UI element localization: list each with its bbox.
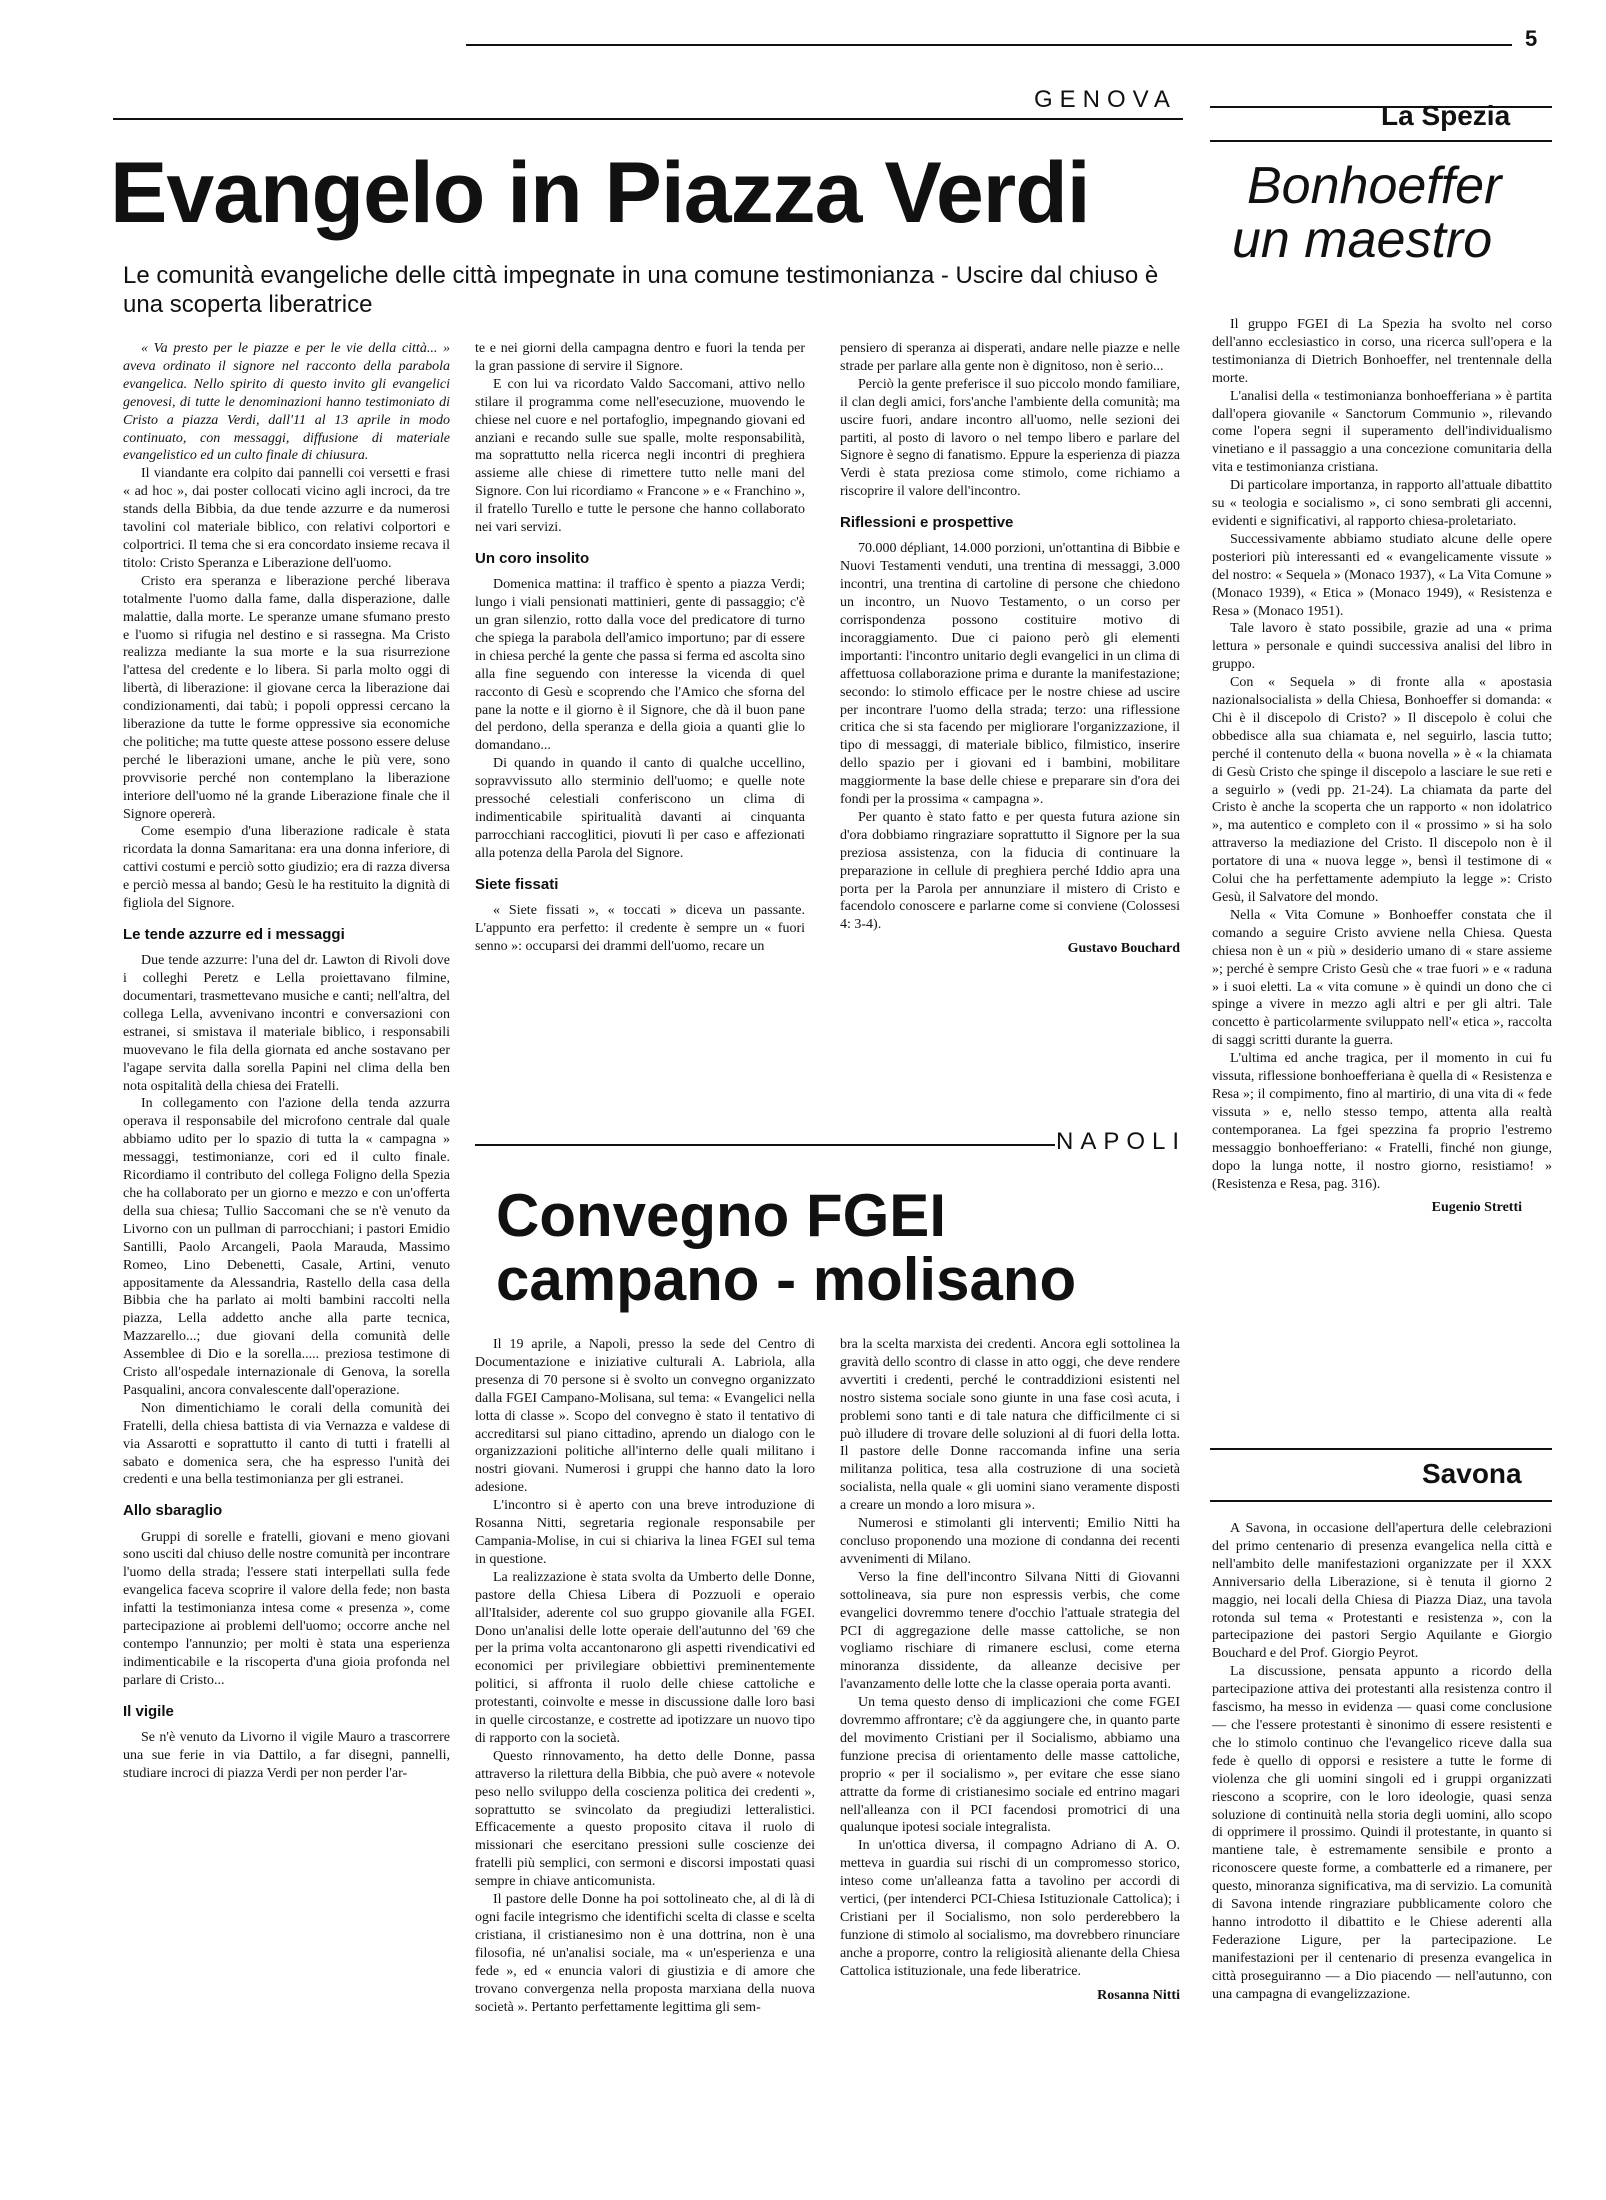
genova-paragraph: Se n'è venuto da Livorno il vigile Mauro a trascorrere una sue ferie in via Dattilo, a far disegni, pannelli, studiare incroci di piazza Verdi per non perder l'ar-: [123, 1729, 450, 1781]
genova-paragraph: In collegamento con l'azione della tenda azzurra operava il responsabile del microfono centrale dal quale abbiamo udito per lo spazio di tutta la « campagna » messaggi, testimonianze, cori ed il culto finale. Ricordiamo il contributo del collega Foligno della Spezia che ha collaborato per un giorno e mezzo e con un'offerta della sua chiesa; Tullio Saccomani che se n'è venuto da Livorno con un pullman di parrocchiani; i pastori Emidio Santilli, Paolo Arcangeli, Paola Marauda, Massimo Romeo, Lino Debenetti, Casale, Artini, venuto appositamente da Alessandria, Rastello della casa della Bibbia che ha parlato ai molti bambini raccolti nella piazza, Lella addetto anche alla parte tecnica, Mazzarello...; due giovani della comunità delle Assemblee di Dio e la sorella..... preziosa testimone di Cristo all'ospedale internazionale di Genova, la sorella Pasqualini, ancora convalescente dall'operazione.: [123, 1096, 450, 1398]
laspezia-paragraph: Con « Sequela » di fronte alla « apostasia nazionalsocialista » della Chiesa, Bonhoeffer si domanda: « Chi è il discepolo di Cristo? » Il discepolo è colui che obbedisce alla sua chiamata e, nel seguirlo, lascia tutto; perché il contenuto della « buona novella » è « la chiamata di Gesù Cristo che spinge il discepolo a lasciare le sue reti e a seguirlo » (vedi pp. 21-24). La chiamata da parte del Cristo è anche la scoperta che un rapporto « non idolatrico », ma autentico e completo con il « prossimo » si ha solo attraverso la mediazione del Cristo. Il discepolo non è il portatore di una « nuova legge », bensì il testimone di « Colui che ha perfettamente adempiuto la legge »: Cristo Gesù, il Salvatore del mondo.: [1212, 675, 1552, 905]
napoli-section-label: NAPOLI: [1056, 1128, 1187, 1155]
genova-paragraph: Come esempio d'una liberazione radicale è stata ricordata la donna Samaritana: era una donna inferiore, di cattivi costumi e perciò sotto giudizio; era di razza diversa e perciò messa al bando; Gesù le ha restituito la dignità di figliola del Signore.: [123, 824, 450, 912]
napoli-paragraph: Il 19 aprile, a Napoli, presso la sede del Centro di Documentazione e iniziative culturali A. Labriola, alla presenza di 70 persone si è svolto un convegno organizzato dalla FGEI Campano-Molisana, sul tema: « Evangelici nella lotta di classe ». Scopo del convegno è stato il tentativo di accreditarsi sul piano cittadino, aprendo un dialogo con le organizzazioni politiche all'interno delle quali militano i nostri giovani. Numerosi i gruppi che hanno dato la loro adesione.: [475, 1337, 815, 1496]
genova-paragraph: Il viandante era colpito dai pannelli coi versetti e frasi « ad hoc », dai poster collocati vicino agli incroci, da tre stands della Bibbia, da due tende azzurre e da numerosi tavolini col materiale biblico, con relativi colportori e colportrici. Il tema che si era concordato insieme recava il titolo: Cristo Speranza e Liberazione dell'uomo.: [123, 466, 450, 571]
genova-paragraph: Non dimentichiamo le corali della comunità dei Fratelli, della chiesa battista di via Vernazza e valdese di via Assarotti e soprattutto il canto di tutti i fratelli al sabato e domenica sera, che ha espresso l'unità dei credenti e una bella testimonianza per gli estranei.: [123, 1400, 450, 1488]
napoli-paragraph: bra la scelta marxista dei credenti. Ancora egli sottolinea la gravità dello scontro di classe in atto oggi, che deve rendere avvertiti i credenti, perché le contraddizioni esistenti nel nostro sistema sociale sono giunte in una fase così acuta, i problemi sono tanti e di tale natura che difficilmente ci si può illudere di trovare delle soluzioni al di fuori della lotta. Il pastore delle Donne raccomanda infine una seria militanza politica, tesa alla costruzione di una società socialista, nella quale « gli uomini siano veramente disposti a creare un mondo a loro misura ».: [840, 1337, 1180, 1514]
napoli-headline-line-2: campano - molisano: [496, 1246, 1077, 1313]
genova-subhead-sbaraglio: Allo sbaraglio: [123, 1502, 223, 1520]
genova-section-rule: [113, 118, 1183, 120]
napoli-paragraph: In un'ottica diversa, il compagno Adriano di A. O. metteva in guardia sui rischi di un compromesso storico, inteso come un'alleanza fatta a tavolino per accordi di vertici, (per intenderci PCI-Chiesa Istituzionale Cattolica); i Cristiani per il Socialismo, non solo perderebbero la funzione di stimolo al socialismo, ma dovrebbero rinunciare anche a proporre, contro la religiosità alienante della Chiesa Cattolica istituzionale, una fede liberatrice.: [840, 1838, 1180, 1979]
napoli-paragraph: L'incontro si è aperto con una breve introduzione di Rosanna Nitti, segretaria regionale responsabile per Campania-Molise, in cui si chiariva la linea FGEI sul tema in questione.: [475, 1498, 815, 1567]
napoli-paragraph: Numerosi e stimolanti gli interventi; Emilio Nitti ha concluso proponendo una mozione di condanna dei recenti avvenimenti di Milano.: [840, 1516, 1180, 1567]
napoli-paragraph: Verso la fine dell'incontro Silvana Nitti di Giovanni sottolineava, sia pure non espressis verbis, che come evangelici dovremmo tenere d'occhio l'attuale strategia del PCI di aggregazione delle masse cattoliche, se non vogliamo rischiare di rimanere esclusi, come eterna minoranza dissidente, da alleanze decisive per l'avanzamento delle lotte che la classe operaia porta avanti.: [840, 1569, 1180, 1693]
laspezia-signature: Eugenio Stretti: [1431, 1200, 1522, 1216]
genova-paragraph: Perciò la gente preferisce il suo piccolo mondo familiare, il clan degli amici, fors'anche l'ambiente della comunità; ma uscire fuori, andare incontro all'uomo, nelle sezioni dei partiti, al posto di lavoro o nel tempo libero e parlare del Signore è segno di fanatismo. Eppure la esperienza di piazza Verdi è stata preziosa come stimolo, come richiamo a riscoprire il valore dell'incontro.: [840, 376, 1180, 500]
napoli-paragraph: Il pastore delle Donne ha poi sottolineato che, al di là di ogni facile integrismo che identifichi scelta di classe e scelta cristiana, il cristianesimo non è una dottrina, non è una filosofia, né un'analisi sociale, ma « un'esperienza e una fede », ed « enuncia valori di giustizia e di amore che trovano convergenza nella proposta marxiana della nuova società ». Pertanto perfettamente legittima gli sem-: [475, 1892, 815, 2015]
genova-paragraph: Gruppi di sorelle e fratelli, giovani e meno giovani sono usciti dal chiuso delle nostre comunità per incontrare l'uomo della strada; l'essere stati interpellati sulla fede evangelica faceva scoprire il valore della fede; non basta infatti la testimonianza intesa come « presenza », come partecipazione ai problemi dell'uomo; occorre anche nel contempo l'annunzio; per molti è stata una esperienza indimenticabile e la riscoperta d'una gioia profonda nel parlare di Cristo...: [123, 1529, 450, 1688]
savona-column: [1212, 1520, 1552, 2003]
laspezia-paragraph: L'analisi della « testimonianza bonhoefferiana » è partita dall'opera giovanile « Sanctorum Communio », rilevando come l'opera segni il superamento dell'individualismo vinetiano e il passaggio a una concezione comunitaria della vita e testimonianza cristiana.: [1212, 388, 1552, 476]
laspezia-section-label: La Spezia: [1381, 100, 1511, 131]
genova-column-1: [123, 340, 450, 1783]
genova-paragraph: « Siete fissati », « toccati » diceva un passante. L'appunto era perfetto: il credente è sempre un « fuori senno »: occuparsi dei drammi dell'uomo, recare un: [475, 902, 805, 954]
laspezia-paragraph: Successivamente abbiamo studiato alcune delle opere posteriori più interessanti ed « evangelicamente vissute » del nostro: « Sequela » (Monaco 1937), « La Vita Comune » (Monaco 1939), « Etica » (Monaco 1949), « Resistenza e Resa » (Monaco 1951).: [1212, 531, 1552, 619]
genova-subhead-vigile: Il vigile: [123, 1702, 174, 1720]
napoli-signature: Rosanna Nitti: [1097, 1987, 1180, 2003]
genova-subhead-tende: Le tende azzurre ed i messaggi: [123, 926, 345, 943]
napoli-column-2: [840, 1336, 1180, 2005]
savona-paragraph: A Savona, in occasione dell'apertura delle celebrazioni del primo centenario di presenza evangelica nella città e nell'ambito delle manifestazioni organizzate per il XXX Anniversario della Liberazione, si è tenuta il giorno 2 maggio, nei locali della Chiesa di Piazza Diaz, una tavola rotonda sul tema « Protestanti e resistenza », con la partecipazione dei pastori Sergio Aquilante e Giorgio Bouchard e del Prof. Giorgio Peyrot.: [1212, 1521, 1552, 1662]
genova-paragraph: Di quando in quando il canto di qualche uccellino, sopravvissuto allo sterminio dell'uomo; e quelle note pressoché celestiali conferiscono un clima di indimenticabile spiritualità davanti ai cinquanta parrocchiani raccoglitici, piovuti lì per caso e affezionati alla potenza della Parola del Signore.: [475, 756, 805, 861]
genova-signature: Gustavo Bouchard: [1067, 941, 1180, 957]
genova-section-label: GENOVA: [1034, 86, 1177, 113]
savona-bottom-rule: [1210, 1500, 1552, 1502]
napoli-paragraph: Questo rinnovamento, ha detto delle Donne, passa attraverso la rilettura della Bibbia, che può avere « notevole peso nello sviluppo della coscienza politica dei credenti », soprattutto se svincolato da pregiudizi letteralistici. Efficacemente a questo proposito citava il ruolo di missionari che esercitano pressioni sulle coscienze dei fratelli più semplici, con sermoni e discorsi impostati quasi sempre in chiave anticomunista.: [475, 1748, 815, 1890]
genova-headline: Evangelo in Piazza Verdi: [110, 145, 1090, 241]
laspezia-headline-line-2: un maestro: [1232, 211, 1493, 269]
genova-paragraph: Cristo era speranza e liberazione perché liberava totalmente l'uomo dalla fame, dalla disperazione, dalle malattie, dalla morte. Le speranze umane sfumano presto e l'uomo si rifugia nel destino e si rassegna. Ma Cristo realizza mediante la sua morte e la sua risurrezione l'attesa del credente e lo libera. Si parla molto oggi di libertà, di liberazione: il giovane cerca la liberazione dai condizionamenti, dai tabù; i popoli oppressi cercano la liberazione da tutte le forme oppressive sia economiche che politiche; ma tutte queste attese possono essere deluse perché le liberazioni umane, anche le più vere, sono provvisorie perché non contemplano la liberazione interiore dell'uomo né la grande Liberazione finale che il Signore opererà.: [123, 573, 450, 822]
genova-intro-paragraph: « Va presto per le piazze e per le vie della città... » aveva ordinato il signore nel racconto della parabola evangelica. Nello spirito di questo invito gli evangelici genovesi, di tutte le denominazioni hanno testimoniato di Cristo a piazza Verdi, dall'11 al 13 aprile in modo continuato, con messaggi, diffusione di materiale evangelistico ed un culto finale di chiusura.: [123, 341, 450, 464]
genova-subhead-fissati: Siete fissati: [475, 875, 559, 893]
genova-deck: Le comunità evangeliche delle città impegnate in una comune testimonianza - Uscire dal chiuso è una scoperta liberatrice: [123, 262, 1159, 318]
laspezia-headline-line-1: Bonhoeffer: [1247, 157, 1502, 215]
napoli-section-rule: [475, 1144, 1055, 1146]
genova-paragraph: 70.000 dépliant, 14.000 porzioni, un'ottantina di Bibbie e Nuovi Testamenti venduti, una trentina di messaggi, 3.000 incontri, una trentina di cartoline di persone che chiedono un incontro, un Nuovo Testamento, o un corso per corrispondenza possono costituire motivo di incoraggiamento. Due ci paiono però gli elementi importanti: l'incontro unitario degli evangelici in un clima di affettuosa collaborazione prima e durante la manifestazione; secondo: lo stimolo efficace per le nostre chiese ad uscire per incontrare l'uomo della strada; terzo: una riflessione critica che si sta facendo per migliorare l'organizzazione, il tipo di messaggi, di materiale biblico, filmistico, inserire dello spazio per i giovani ed i bambini, mobilitare maggiormente la base delle chiese e preparare sin d'ora dei fondi per la prossima « campagna ».: [840, 541, 1180, 808]
laspezia-column: [1212, 316, 1552, 1217]
laspezia-paragraph: Di particolare importanza, in rapporto all'attuale dibattito su « teologia e socialismo », ci sono sembrati gli accenni, evidenti e significativi, al rapporto chiesa-proletariato.: [1212, 478, 1552, 529]
laspezia-paragraph: Nella « Vita Comune » Bonhoeffer constata che il comando a seguire Cristo avviene nella Chiesa. Questa chiesa non è un « più » desiderio umano di « stare assieme »; perché è sempre Cristo Gesù che « trae fuori » e « raduna » i suoi eletti. La « vita comune » è quindi un dono che ci spinge a vivere in mezzo agli altri e per gli altri. Tale concetto è particolarmente sviluppato nell'« etica », raccolta di saggi scritti durante la guerra.: [1212, 907, 1552, 1049]
genova-paragraph: pensiero di speranza ai disperati, andare nelle piazze e nelle strade per parlare alla gente non è dignitoso, non è serio...: [840, 341, 1180, 374]
genova-paragraph: E con lui va ricordato Valdo Saccomani, attivo nello stilare il programma come nell'esecuzione, muovendo le chiese nel cuore e nel portafoglio, impegnando giovani ed anziani e recando sulle sue spalle, molte responsabilità, ma soprattutto nella ricerca negli incontri di preghiera assieme alle chiese di rimettere tutto nelle mani del Signore. Con lui ricordiamo « Francone » e « Franchino », il fratello Turello e tutte le persone che hanno collaborato nei vari servizi.: [475, 376, 805, 536]
genova-subhead-coro: Un coro insolito: [475, 549, 590, 567]
genova-subhead-riflessioni: Riflessioni e prospettive: [840, 514, 1014, 532]
savona-paragraph: La discussione, pensata appunto a ricordo della partecipazione attiva dei protestanti alla resistenza contro il fascismo, ha messo in evidenza — quasi come conclusione — che l'essere protestanti è sinonimo di essere resistenti e che lo stimolo continuo che l'evangelico riceve dalla sua fede è quello di opporsi e resistere a tutte le forme di violenza che gli uomini singoli ed i gruppi organizzati riescono a scoprire, con le loro ideologie, quasi senza soluzione di continuità nella storia degli uomini, allo scopo di opprimere il prossimo. Quindi il protestante, in quanto si mantiene tale, è estremamente sensibile e pronto a riconoscere queste forme, a combatterle ed a rimanere, per questo, minoranza significativa, ma di servizio. La comunità di Savona intende ringraziare pubblicamente coloro che hanno introdotto il dibattito e le Chiese aderenti alla Federazione Ligure, per la partecipazione. Le manifestazioni per il centenario di presenza evangelica in città proseguiranno — a Dio piacendo — nell'autunno, con una campagna di evangelizzazione.: [1212, 1664, 1552, 2002]
genova-column-2: [475, 340, 805, 956]
laspezia-paragraph: Il gruppo FGEI di La Spezia ha svolto nel corso dell'anno ecclesiastico in corso, una ricerca sull'opera e la testimonianza di Dietrich Bonhoeffer, nel trentennale della morte.: [1212, 317, 1552, 386]
laspezia-bottom-rule: [1210, 140, 1552, 142]
genova-column-3: [840, 340, 1180, 958]
napoli-column-1: [475, 1336, 815, 2016]
genova-paragraph: te e nei giorni della campagna dentro e fuori la tenda per la gran passione di servire il Signore.: [475, 341, 805, 374]
napoli-paragraph: La realizzazione è stata svolta da Umberto delle Donne, pastore della Chiesa Libera di Pozzuoli e operaio all'Italsider, aderente col suo gruppo giovanile alla FGEI. Dono un'analisi delle lotte operaie dell'autunno del '69 che per la prima volta accantonarono gli aspetti rivendicativi ed economici per privilegiare obbiettivi preminentemente politici, si affronta il ruolo delle chiese cattoliche e protestanti, coinvolte e messe in discussione dalle loro basi in quelle circostanze, e costrette ad ipotizzare un nuovo tipo di rapporto con la società.: [475, 1569, 815, 1746]
genova-paragraph: Due tende azzurre: l'una del dr. Lawton di Rivoli dove i colleghi Peretz e Lella proiettavano filmine, documentari, trasmettevano musiche e canti; nell'altra, del collega Lella, avvenivano incontri e conversazioni con estranei, si smistava il materiale biblico, i responsabili muovevano le fila della giornata ed anche sostavano per l'agape servita dalla sorella Papini nel clima della ben nota ospitalità della chiesa dei Fratelli.: [123, 953, 450, 1094]
genova-paragraph: Domenica mattina: il traffico è spento a piazza Verdi; lungo i viali pensionati mattinieri, gente di passaggio; c'è un gran silenzio, rotto dalla voce del predicatore di turno che spiega la parabola dell'amico importuno; par di essere in chiesa perché la gente che passa si ferma ed ascolta sino alla fine seguendo con interesse la vicenda di quel racconto di Gesù e scoprendo che l'Amico che sforna del pane la notte e il giorno è il Signore, che dà il buon pane del perdono, della speranza e della gioia a quanti glie lo domandano...: [475, 577, 805, 754]
napoli-headline-line-1: Convegno FGEI: [496, 1182, 946, 1249]
savona-top-rule: [1210, 1448, 1552, 1450]
napoli-paragraph: Un tema questo denso di implicazioni che come FGEI dovremmo affrontare; c'è da aggiungere che, in quanto parte del movimento Cristiani per il Socialismo, abbiamo una funzione precisa di orientamento delle masse cattoliche, proprio « per il socialismo », per evitare che esse siano attratte da forme di cristianesimo sociale ed entrino magari nell'alleanza con il PCI facendosi promotrici di una qualunque ipotesi sociale integralista.: [840, 1695, 1180, 1836]
genova-paragraph: Per quanto è stato fatto e per questa futura azione sin d'ora dobbiamo ringraziare soprattutto il Signore per la sua preziosa assistenza, con la fiducia di continuare la preparazione in cellule di preghiera perché Iddio apra una porta per la Parola per annunziare il mistero di Cristo e facendolo conoscere e parlarne come si conviene (Colossesi 4: 3-4).: [840, 809, 1180, 933]
laspezia-paragraph: Tale lavoro è stato possibile, grazie ad una « prima lettura » personale e quindi successiva analisi del libro in gruppo.: [1212, 621, 1552, 673]
laspezia-paragraph: L'ultima ed anche tragica, per il momento in cui fu vissuta, riflessione bonhoefferiana è quella di « Resistenza e Resa »; il compimento, fino al martirio, di una vita di « fede vissuta » e, nello stesso tempo, attenta alla realtà contemporanea. La fgei spezzina fa proprio l'estremo messaggio bonhoefferiano: « Fratelli, finché non giunge, dopo la lunga notte, il nostro giorno, resistiamo! » (Resistenza e Resa, pag. 316).: [1212, 1051, 1552, 1192]
top-rule: [466, 44, 1512, 46]
page-number: 5: [1525, 26, 1538, 51]
savona-section-label: Savona: [1422, 1458, 1522, 1489]
